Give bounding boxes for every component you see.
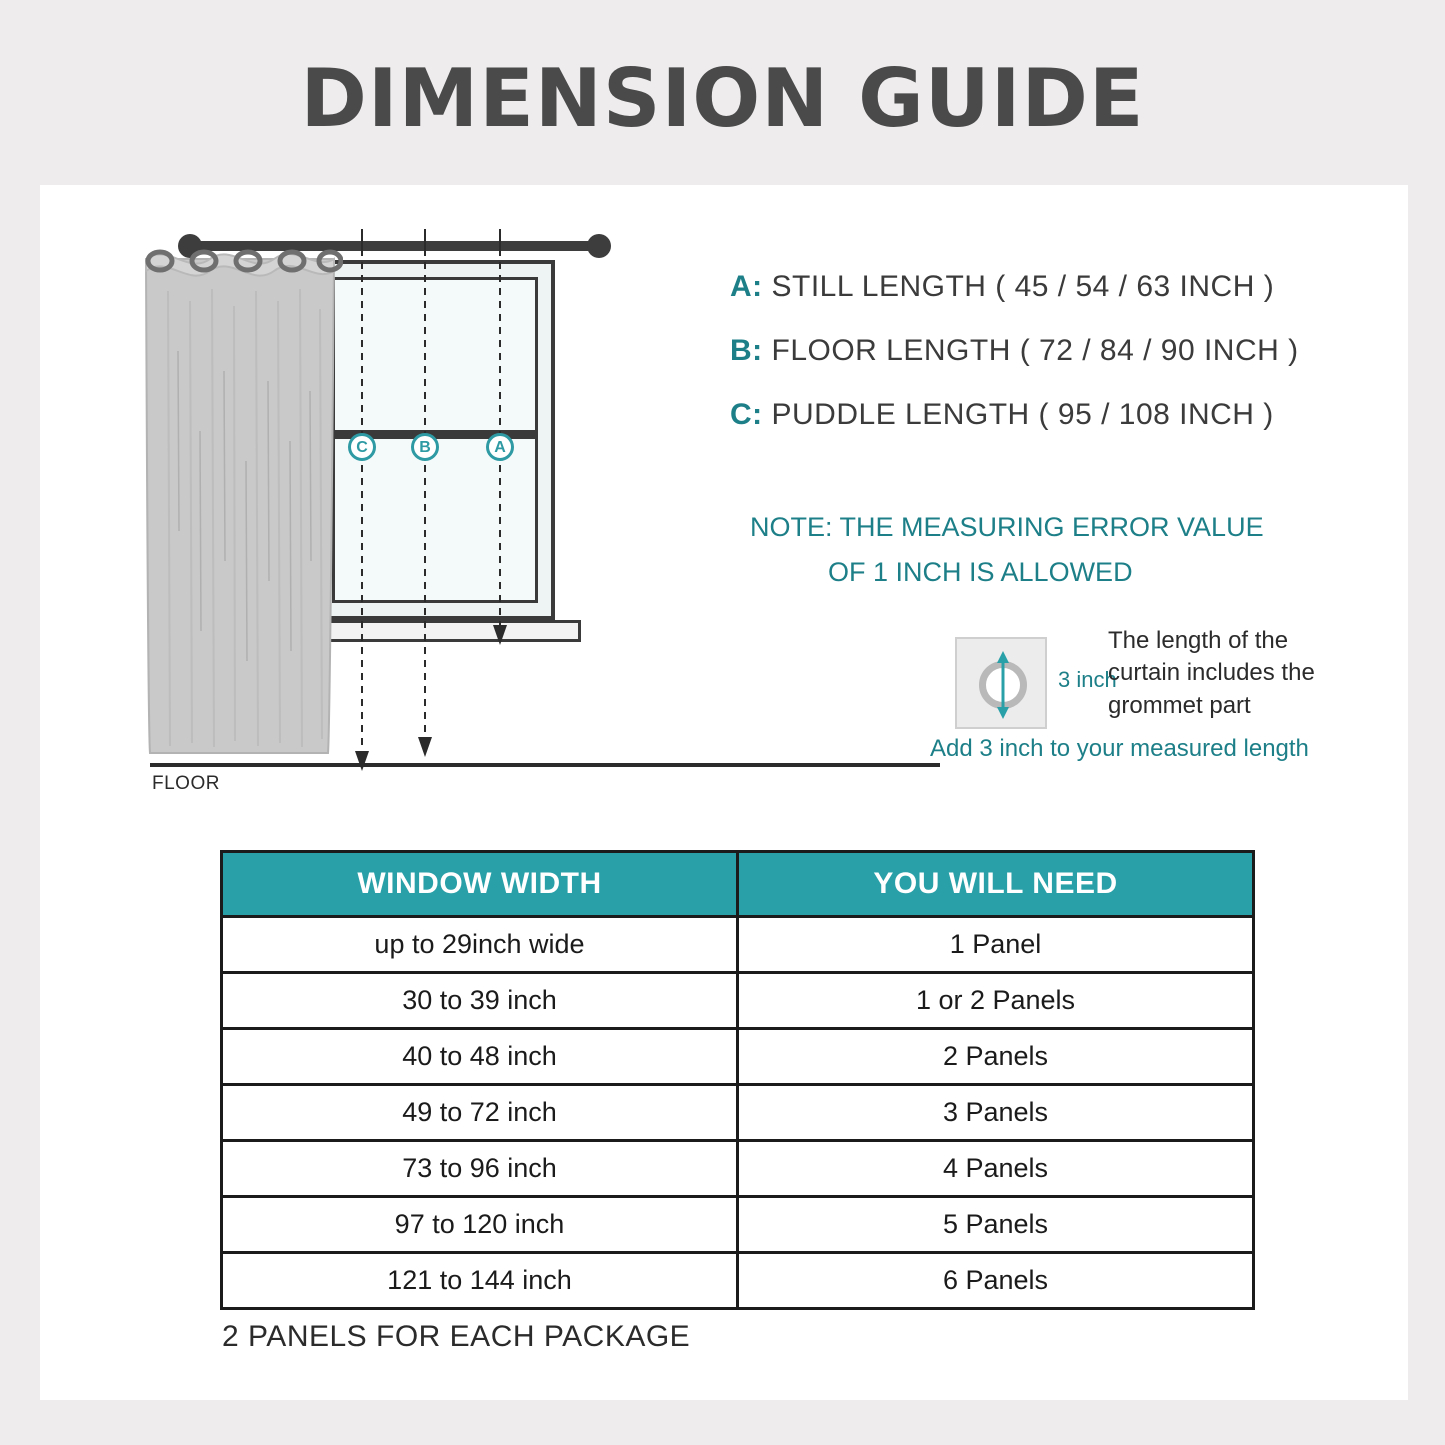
cell-window-width: 40 to 48 inch [222, 1029, 738, 1085]
badge-b: B [411, 433, 439, 461]
legend-list [730, 270, 1370, 462]
table-row [222, 1197, 1254, 1253]
table-row [222, 1253, 1254, 1309]
cell-panels: 4 Panels [738, 1141, 1254, 1197]
legend-key-c: C: [730, 398, 763, 431]
cell-panels: 3 Panels [738, 1085, 1254, 1141]
badge-a: A [486, 433, 514, 461]
cell-window-width: 121 to 144 inch [222, 1253, 738, 1309]
table-row [222, 1029, 1254, 1085]
measuring-note [750, 505, 1390, 594]
legend-item-a [730, 270, 1370, 304]
grommet-add-note: Add 3 inch to your measured length [930, 735, 1309, 762]
content-card [40, 185, 1408, 1400]
panel-count-table [220, 850, 1255, 1310]
page-title: DIMENSION GUIDE [300, 52, 1145, 145]
note-line-1: NOTE: THE MEASURING ERROR VALUE [750, 512, 1264, 542]
floor-label: FLOOR [152, 773, 220, 794]
cell-panels: 6 Panels [738, 1253, 1254, 1309]
table-row [222, 917, 1254, 973]
cell-panels: 1 or 2 Panels [738, 973, 1254, 1029]
cell-panels: 2 Panels [738, 1029, 1254, 1085]
cell-panels: 5 Panels [738, 1197, 1254, 1253]
cell-window-width: 97 to 120 inch [222, 1197, 738, 1253]
table-row [222, 1085, 1254, 1141]
column-header-you-will-need: YOU WILL NEED [738, 852, 1254, 917]
table-row [222, 973, 1254, 1029]
legend-item-c [730, 398, 1370, 432]
legend-text-a: STILL LENGTH ( 45 / 54 / 63 INCH ) [771, 270, 1275, 303]
floor-line [150, 763, 940, 767]
cell-window-width: 73 to 96 inch [222, 1141, 738, 1197]
package-note: 2 PANELS FOR EACH PACKAGE [222, 1320, 691, 1353]
legend-text-c: PUDDLE LENGTH ( 95 / 108 INCH ) [771, 398, 1274, 431]
cell-window-width: up to 29inch wide [222, 917, 738, 973]
legend-text-b: FLOOR LENGTH ( 72 / 84 / 90 INCH ) [771, 334, 1299, 367]
cell-window-width: 49 to 72 inch [222, 1085, 738, 1141]
table-header-row [222, 852, 1254, 917]
table-row [222, 1141, 1254, 1197]
legend-item-b [730, 334, 1370, 368]
cell-window-width: 30 to 39 inch [222, 973, 738, 1029]
note-line-2: OF 1 INCH IS ALLOWED [828, 556, 1133, 587]
grommet-swatch [955, 637, 1047, 729]
badge-c: C [348, 433, 376, 461]
legend-key-a: A: [730, 270, 763, 303]
grommet-description: The length of the curtain includes the grommet part [1108, 627, 1315, 719]
column-header-window-width: WINDOW WIDTH [222, 852, 738, 917]
cell-panels: 1 Panel [738, 917, 1254, 973]
legend-key-b: B: [730, 334, 763, 367]
grommet-size-label: 3 inch [1058, 667, 1117, 692]
